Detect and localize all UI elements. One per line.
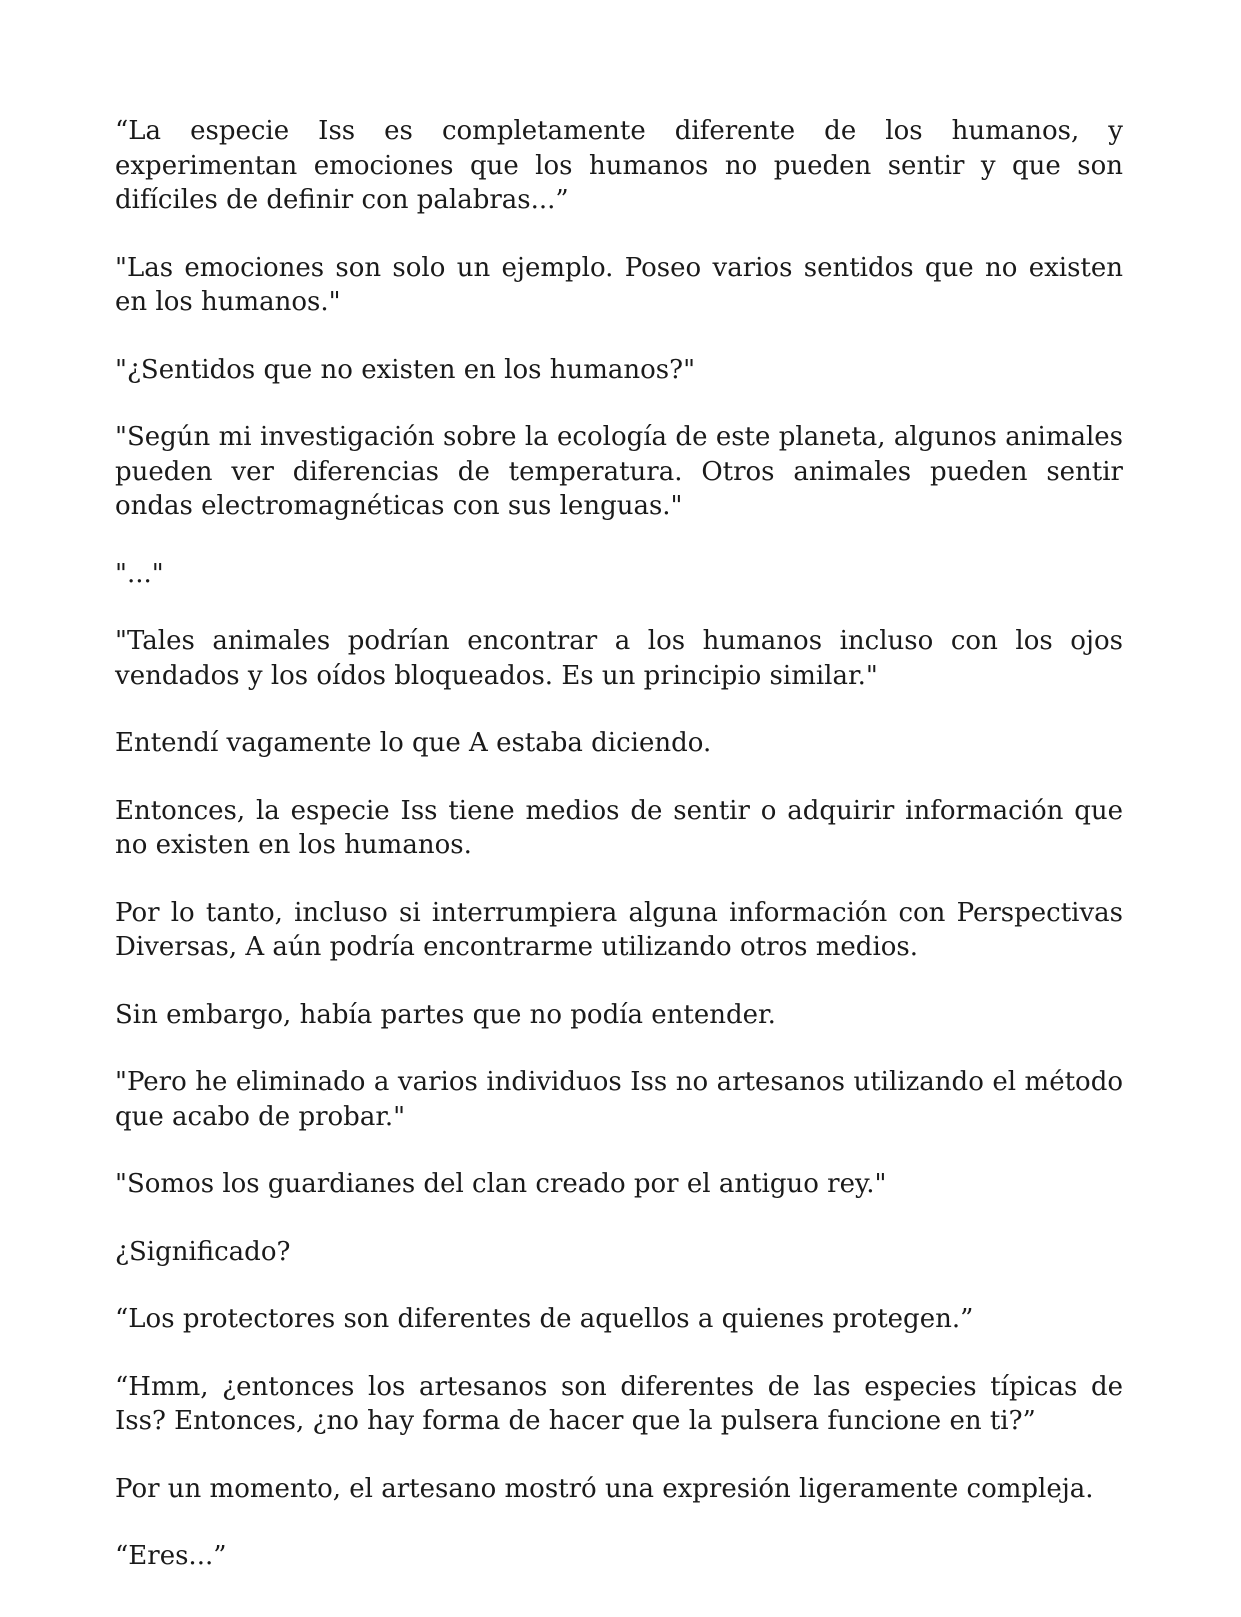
paragraph-17: “Eres...”	[115, 1541, 227, 1571]
paragraph-5: "..."	[115, 558, 164, 589]
document-page	[115, 114, 1123, 1574]
paragraph-9: Por lo tanto, incluso si interrumpiera alguna información con Perspectivas Diversas, A aún podría encontrarme utilizando otros medios.	[115, 897, 1123, 962]
paragraph-1: “La especie Iss es completamente diferente de los humanos, y experimentan emociones que los humanos no pueden sentir y que son difíciles de definir con palabras...”	[115, 116, 1123, 215]
paragraph-16: Por un momento, el artesano mostró una expresión ligeramente compleja.	[115, 1473, 1094, 1504]
paragraph-2: "Las emociones son solo un ejemplo. Poseo varios sentidos que no existen en los humanos."	[115, 252, 1123, 317]
paragraph-12: "Somos los guardianes del clan creado por el antiguo rey."	[115, 1169, 887, 1199]
paragraph-10: Sin embargo, había partes que no podía entender.	[115, 999, 776, 1030]
paragraph-7: Entendí vagamente lo que A estaba diciendo.	[115, 728, 712, 758]
paragraph-14: “Los protectores son diferentes de aquellos a quienes protegen.”	[115, 1304, 974, 1334]
paragraph-15: “Hmm, ¿entonces los artesanos son diferentes de las especies típicas de Iss? Entonces, ¿no hay forma de hacer que la pulsera funcione en ti?”	[115, 1371, 1123, 1436]
paragraph-8: Entonces, la especie Iss tiene medios de sentir o adquirir información que no existen en los humanos.	[115, 795, 1123, 860]
paragraph-4: "Según mi investigación sobre la ecología de este planeta, algunos animales pueden ver diferencias de temperatura. Otros animales pueden sentir ondas electromagnéticas con sus lenguas."	[115, 422, 1123, 521]
paragraph-6: "Tales animales podrían encontrar a los humanos incluso con los ojos vendados y los oídos bloqueados. Es un principio similar."	[115, 626, 1123, 691]
paragraph-13: ¿Significado?	[115, 1236, 291, 1267]
paragraph-11: "Pero he eliminado a varios individuos Iss no artesanos utilizando el método que acabo de probar."	[115, 1067, 1123, 1132]
paragraph-3: "¿Sentidos que no existen en los humanos?"	[115, 354, 696, 385]
